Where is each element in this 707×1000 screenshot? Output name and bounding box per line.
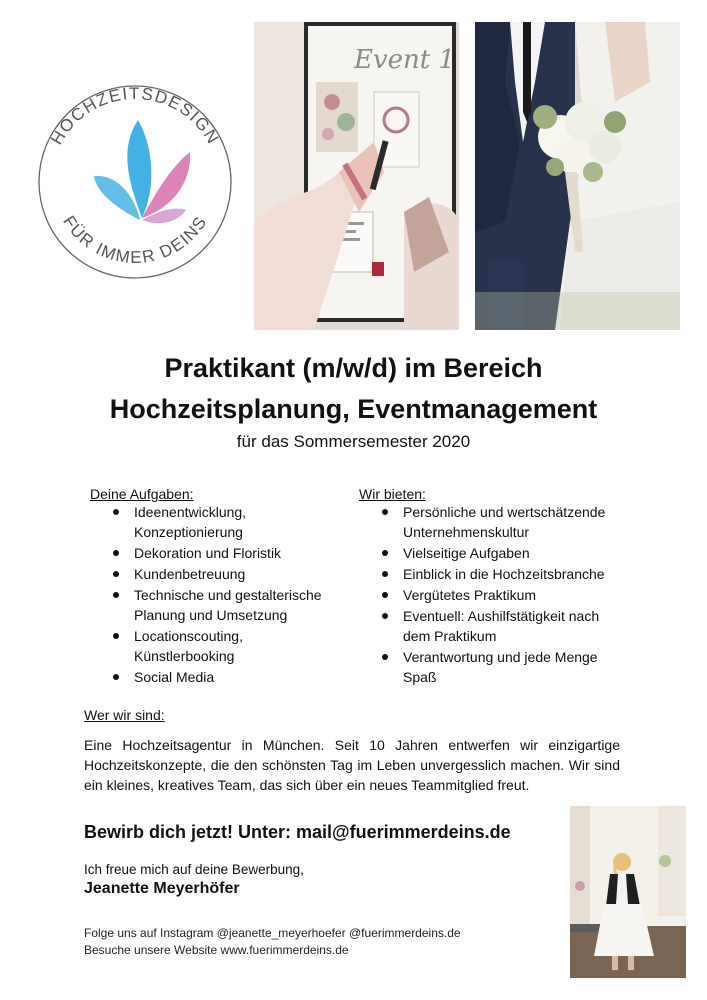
about-text: Eine Hochzeitsagentur in München. Seit 10 Jahren entwerfen wir einzigartige Hochzeitskonzepte, die den schönsten Tag im Leben unvergesslich machen. Wir sind ein kleines, kreatives Team, das sich über ein neues Teammitglied freut. xyxy=(84,737,620,793)
list-item: Locationscouting, Künstlerbooking xyxy=(90,626,340,666)
list-item: Vergütetes Praktikum xyxy=(359,585,629,605)
offer-list xyxy=(359,502,629,687)
offer-section xyxy=(359,486,629,688)
list-item: Kundenbetreuung xyxy=(90,564,340,584)
tasks-heading: Deine Aufgaben: xyxy=(90,486,194,502)
offer-heading: Wir bieten: xyxy=(359,486,426,502)
website-line: Besuche unsere Website www.fuerimmerdeins.de xyxy=(84,943,349,957)
butterfly-icon xyxy=(94,120,190,223)
list-item: Eventuell: Aushilfstätigkeit nach dem Praktikum xyxy=(359,606,629,646)
list-item: Technische und gestalterische Planung und Umsetzung xyxy=(90,585,340,625)
greeting-text: Ich freue mich auf deine Bewerbung, xyxy=(84,862,304,877)
instagram-line: Folge uns auf Instagram @jeanette_meyerhoefer @fuerimmerdeins.de xyxy=(84,926,461,940)
apply-call-to-action: Bewirb dich jetzt! Unter: mail@fuerimmerdeins.de xyxy=(84,822,511,842)
list-item: Verantwortung und jede Menge Spaß xyxy=(359,647,629,687)
job-subtitle: für das Sommersemester 2020 xyxy=(236,432,471,451)
list-item: Persönliche und wertschätzende Unternehmenskultur xyxy=(359,502,629,542)
logo-top-text: HOCHZEITSDESIGN xyxy=(47,83,223,148)
job-title-line-2: Hochzeitsplanung, Eventmanagement xyxy=(109,394,598,424)
tasks-list xyxy=(90,502,340,687)
signature-name: Jeanette Meyerhöfer xyxy=(84,880,240,897)
follow-info xyxy=(84,925,461,959)
list-item: Einblick in die Hochzeitsbranche xyxy=(359,564,629,584)
bridal-couple-photo xyxy=(475,22,680,330)
board-handwriting: Event 1 xyxy=(354,45,456,75)
list-item: Ideenentwicklung, Konzeptionierung xyxy=(90,502,340,542)
job-title-line-1: Praktikant (m/w/d) im Bereich xyxy=(164,353,543,383)
company-logo xyxy=(30,70,240,280)
job-title xyxy=(40,348,667,430)
list-item: Dekoration und Floristik xyxy=(90,543,340,563)
portrait-photo xyxy=(570,806,686,978)
list-item: Vielseitige Aufgaben xyxy=(359,543,629,563)
event-board-photo xyxy=(254,22,459,330)
logo-bottom-text: FÜR IMMER DEINS xyxy=(59,212,211,268)
about-heading: Wer wir sind: xyxy=(84,707,165,723)
tasks-section xyxy=(90,486,340,688)
list-item: Social Media xyxy=(90,667,340,687)
